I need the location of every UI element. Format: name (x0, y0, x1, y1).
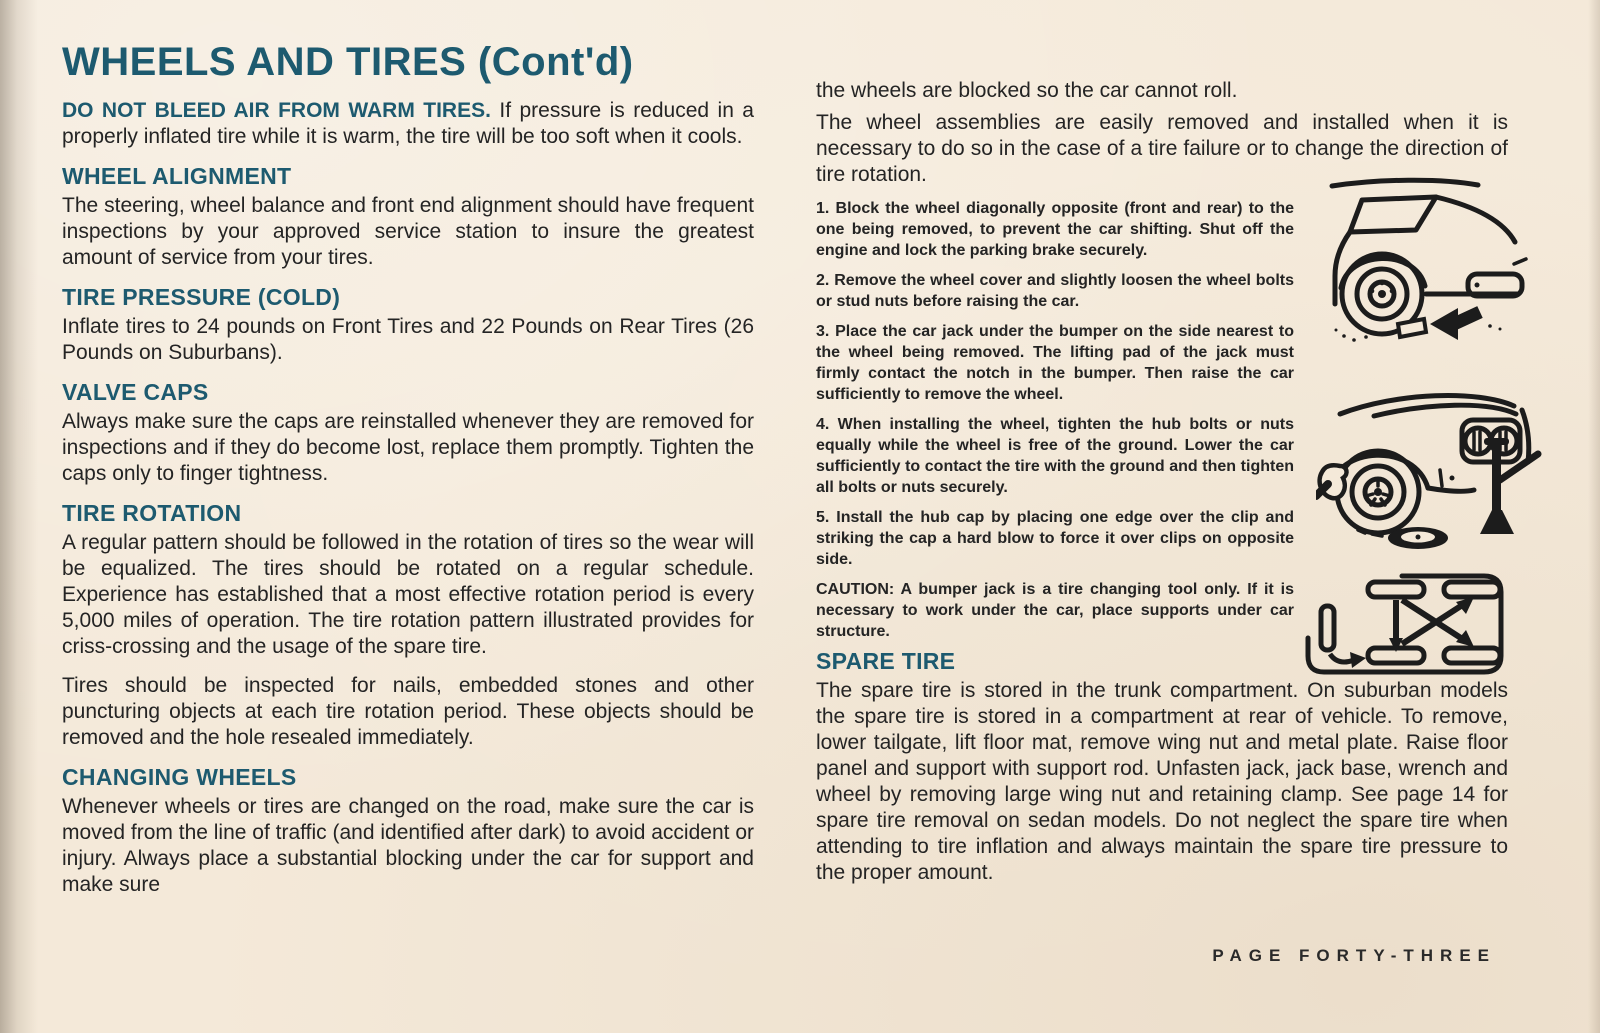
car-rear-blocked-wheel-icon (1318, 174, 1530, 350)
car-front-bumper-jack-illustration (1316, 384, 1546, 559)
section-heading-tire-rotation: TIRE ROTATION (62, 500, 242, 526)
page-title: WHEELS AND TIRES (Cont'd) (62, 40, 634, 84)
step-1: 1. Block the wheel diagonally opposite (front and rear) to the one being removed, to prevent the car shifting. Shut off the engine and lock the parking brake securely. (816, 200, 1294, 259)
section-heading-spare-tire: SPARE TIRE (816, 648, 956, 674)
page-number: PAGE FORTY-THREE (1212, 946, 1496, 965)
spare-tire-paragraph: The spare tire is stored in the trunk compartment. On suburban models the spare tire is stored in a compartment at rear of vehicle. To remove, lower tailgate, lift floor mat, remove wing nut and metal plate. Raise floor panel and support with support rod. Unfasten jack, jack base, wrench and wheel by removing large wing nut and retaining clamp. See page 14 for spare tire removal on sedan models. Do not neglect the spare tire when attending to tire inflation and always maintain the spare tire pressure to the proper amount. (816, 679, 1508, 884)
car-rear-blocked-wheel-illustration (1318, 174, 1530, 355)
binding-shadow (0, 0, 38, 1033)
left-column (62, 40, 754, 911)
changing-wheels-continuation: the wheels are blocked so the car cannot roll. (816, 79, 1238, 102)
section-heading-wheel-alignment: WHEEL ALIGNMENT (62, 163, 292, 189)
page-edge-shadow (1588, 0, 1600, 1033)
intro-text: If pressure is reduced in a properly inflated tire while it is warm, the tire will be too soft when it cools. (62, 99, 754, 148)
wheel-changing-steps (816, 198, 1294, 642)
car-front-bumper-jack-icon (1316, 384, 1546, 554)
step-5: 5. Install the hub cap by placing one edge over the clip and striking the cap a hard blow to force it over clips on opposite side. (816, 509, 1294, 568)
valve-caps-paragraph: Always make sure the caps are reinstalled whenever they are removed for inspections and if they do become lost, replace them promptly. Tighten the caps only to finger tightness. (62, 410, 754, 485)
tire-rotation-pattern-icon (1296, 552, 1512, 696)
wheel-assemblies-paragraph: The wheel assemblies are easily removed and installed when it is necessary to do so in the case of a tire failure or to change the direction of tire rotation. (816, 111, 1508, 186)
wheel-alignment-paragraph: The steering, wheel balance and front end alignment should have frequent inspections by your approved service station to insure the greatest amount of service from your tires. (62, 194, 754, 269)
section-heading-valve-caps: VALVE CAPS (62, 379, 209, 405)
changing-wheels-paragraph: Whenever wheels or tires are changed on the road, make sure the car is moved from the line of traffic (and identified after dark) to avoid accident or injury. Always place a substantial blocking under the car for support and make sure (62, 795, 754, 896)
intro-paragraph (62, 98, 754, 150)
step-3: 3. Place the car jack under the bumper on the side nearest to the wheel being removed. The lifting pad of the jack must firmly contact the notch in the bumper. Then raise the car sufficiently to remove the wheel. (816, 323, 1294, 403)
caution-paragraph: CAUTION: A bumper jack is a tire changing tool only. If it is necessary to work under the car, place supports under car structure. (816, 581, 1294, 640)
tire-pressure-paragraph: Inflate tires to 24 pounds on Front Tires and 22 Pounds on Rear Tires (26 Pounds on Suburbans). (62, 315, 754, 364)
intro-lead: DO NOT BLEED AIR FROM WARM TIRES. (62, 99, 491, 122)
tire-rotation-paragraph-1: A regular pattern should be followed in the rotation of tires so the wear will be equalized. The tires should be rotated on a regular schedule. Experience has established that a most effective rotation period is every 5,000 miles of operation. The tire rotation pattern illustrated provides for criss-crossing and the usage of the spare tire. (62, 531, 754, 658)
step-2: 2. Remove the wheel cover and slightly loosen the wheel bolts or stud nuts before raising the car. (816, 272, 1294, 310)
step-4: 4. When installing the wheel, tighten the hub bolts or nuts equally while the wheel is free of the ground. Lower the car sufficiently to contact the tire with the ground and then tighten all bolts or nuts securely. (816, 416, 1294, 496)
tire-rotation-paragraph-2: Tires should be inspected for nails, embedded stones and other puncturing objects at each tire rotation period. These objects should be removed and the hole resealed immediately. (62, 674, 754, 749)
section-heading-tire-pressure: TIRE PRESSURE (COLD) (62, 284, 341, 310)
section-heading-changing-wheels: CHANGING WHEELS (62, 764, 297, 790)
tire-rotation-pattern-illustration (1296, 552, 1512, 701)
